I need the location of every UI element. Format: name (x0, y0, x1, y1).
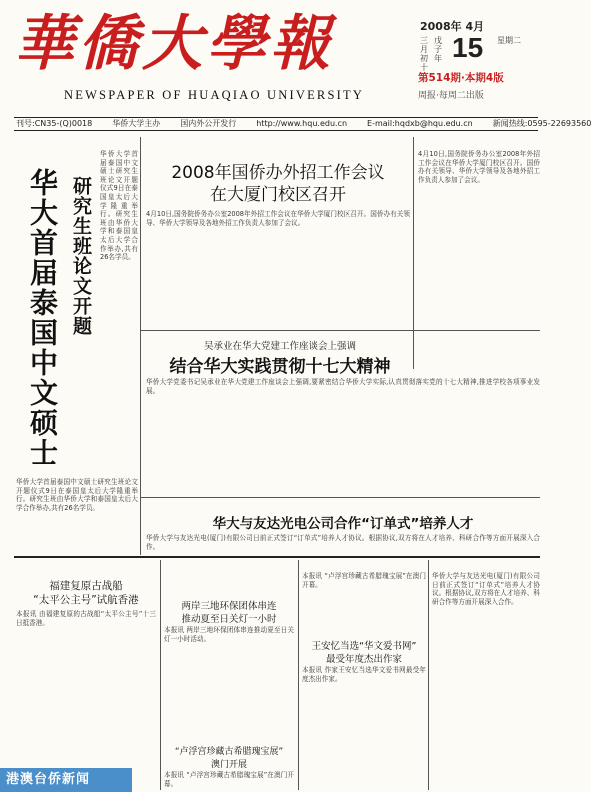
article-body: 本报讯 作家王安忆当选华文爱书网最受年度杰出作家。 (302, 666, 426, 683)
lunar-year: 戊子年 (434, 36, 442, 63)
article-subheadline: 研究生班论文开题 (70, 176, 92, 336)
hotline: 新闻热线:0595-22693560 (492, 119, 591, 128)
article-headline: 华大首届泰国中文硕士 (26, 168, 59, 468)
masthead (0, 0, 550, 116)
article-body: 本报讯 “卢浮宫珍藏古希腊瑰宝展”在澳门开幕。 (164, 771, 294, 788)
section-rule (14, 556, 540, 558)
article-body-continued: 华侨大学与友达光电(厦门)有限公司日前正式签订“订单式”培养人才协议。根据协议,双方将在人才培养、科研合作等方面开展深入合作。 (432, 572, 540, 606)
article-headline: 华大与友达光电公司合作“订单式”培养人才 (212, 516, 474, 532)
article-body: 4月10日,国务院侨务办公室2008年外招工作会议在华侨大学厦门校区召开。国侨办有关领导、华侨大学领导及各地外招工作负责人参加了会议。 (146, 210, 410, 227)
issue-weekday: 星期二 (497, 36, 521, 45)
issue-number: 第514期·本期4版 (418, 72, 504, 84)
article-headline: 2008年国侨办外招工作会议 (171, 163, 385, 183)
article-body: 华侨大学首届泰国中文硕士研究生班论文开题仪式9日在泰国皇太后大学隆重举行。研究生班由华侨大学和泰国皇太后大学合作举办,共有26名学员。 (100, 150, 138, 262)
article-headline: 福建复原古战船 (49, 580, 123, 592)
article-body: 华侨大学党委书记吴承业在华大党建工作座谈会上强调,要紧密结合华侨大学实际,认真贯彻落实党的十七大精神,推进学校各项事业发展。 (146, 378, 540, 395)
email-link[interactable]: E-mail:hqdxb@hqu.edu.cn (367, 119, 473, 128)
newspaper-subtitle: NEWSPAPER OF HUAQIAO UNIVERSITY (64, 88, 365, 102)
newspaper-title: 華僑大學報 (14, 9, 334, 79)
website-link[interactable]: http://www.hqu.edu.cn (256, 119, 348, 128)
column-rule (413, 137, 414, 369)
cn-number: 刊号:CN35-(Q)0018 (16, 119, 93, 128)
section-rule (140, 497, 540, 498)
article-headline: 结合华大实践贯彻十七大精神 (169, 357, 391, 377)
article-headline-line2: “太平公主号”试航香港 (33, 594, 139, 606)
article-headline: “卢浮宫珍藏古希腊瑰宝展” (174, 747, 284, 757)
lunar-date: 三月初十 (420, 36, 428, 72)
issue-day: 15 (452, 32, 484, 63)
article-body-continued: 4月10日,国务院侨务办公室2008年外招工作会议在华侨大学厦门校区召开。国侨办有关领导、华侨大学领导及各地外招工作负责人参加了会议。 (418, 150, 540, 184)
article-body: 本报讯 两岸三地环保团体串连推动夏至日关灯一小时活动。 (164, 626, 294, 643)
issue-info (414, 18, 542, 104)
column-rule (160, 560, 161, 790)
article-body: 本报讯 由福建复原的古战船“太平公主号”十三日抵香港。 (16, 610, 156, 627)
column-rule (298, 560, 299, 790)
issue-frequency: 周报·每周二出版 (418, 91, 484, 101)
article-kicker: 吴承业在华大党建工作座谈会上强调 (203, 341, 356, 352)
article-headline-line2: 推动夏至日关灯一小时 (181, 614, 277, 625)
article-headline-line2: 最受年度杰出作家 (325, 654, 402, 665)
article-body-continued: 华侨大学首届泰国中文硕士研究生班论文开题仪式9日在泰国皇太后大学隆重举行。研究生班由华侨大学和泰国皇太后大学合作举办,共有26名学员。 (16, 478, 138, 512)
article-headline-line2: 澳门开展 (210, 760, 247, 770)
sponsor: 华侨大学主办 (112, 119, 161, 128)
article-body: 华侨大学与友达光电(厦门)有限公司日前正式签订“订单式”培养人才协议。根据协议,双方将在人才培养、科研合作等方面开展深入合作。 (146, 534, 540, 551)
article-headline-line2: 在大厦门校区召开 (210, 185, 346, 205)
distribution: 国内外公开发行 (180, 119, 237, 128)
article-headline: 两岸三地环保团体串连 (181, 601, 277, 612)
column-rule (428, 560, 429, 790)
article-headline: 王安忆当选“华文爱书网” (311, 641, 417, 652)
issue-date: 2008年 4月 (420, 20, 485, 33)
article-body: 本报讯 “卢浮宫珍藏古希腊瑰宝展”在澳门开幕。 (302, 572, 426, 589)
section-tag: 港澳台侨新闻 (0, 768, 132, 792)
column-rule (140, 137, 141, 555)
info-bar (14, 117, 591, 131)
